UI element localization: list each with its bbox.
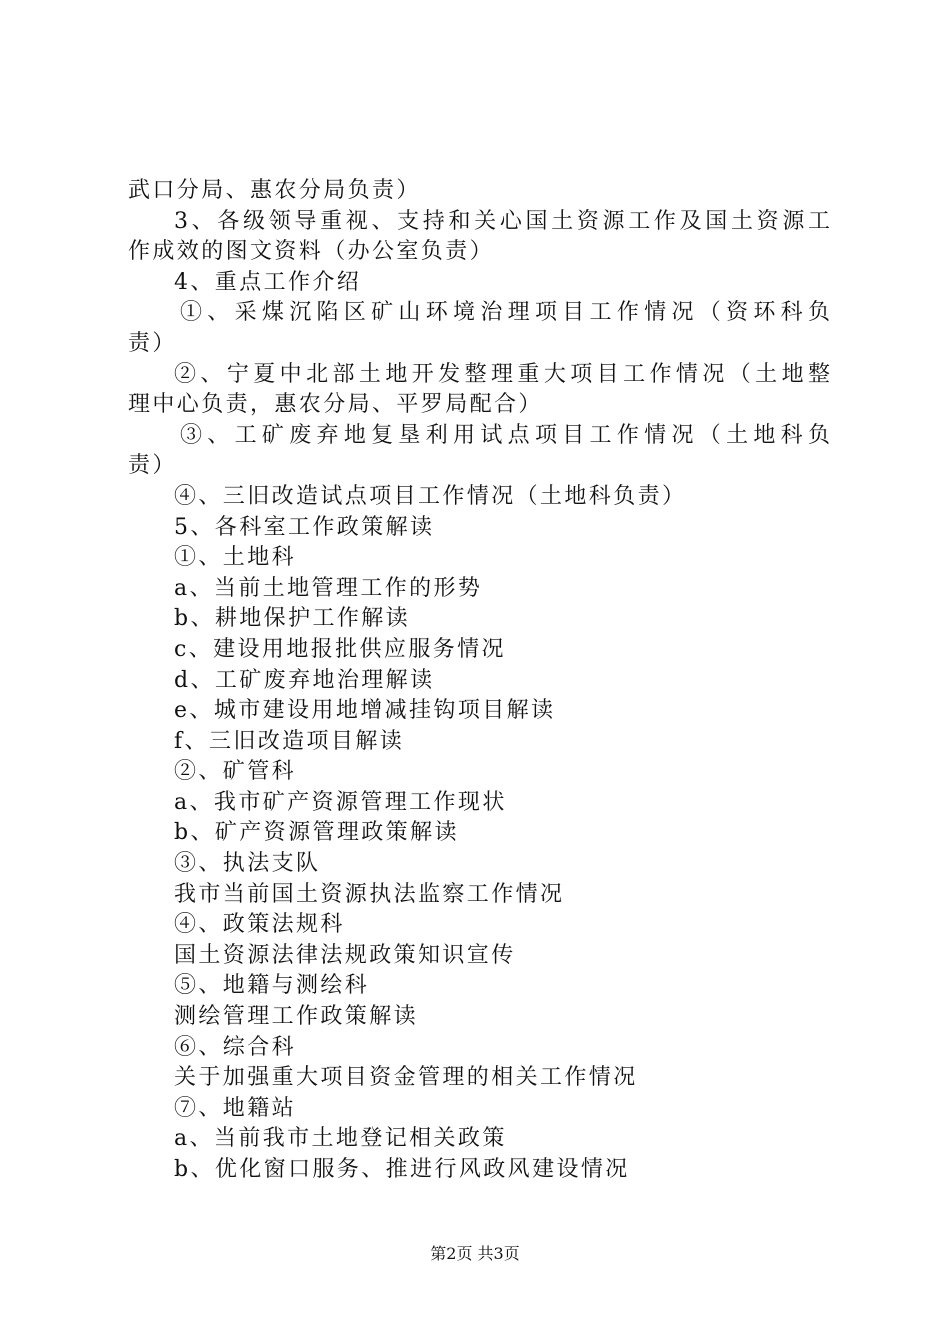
text-line: ⑤、地籍与测绘科	[174, 973, 370, 999]
text-line: 4、重点工作介绍	[174, 269, 362, 295]
text-line: 武口分局、惠农分局负责）	[128, 178, 421, 203]
page-footer: 第2页 共3页	[430, 1244, 520, 1263]
text-line: 关于加强重大项目资金管理的相关工作情况	[174, 1065, 638, 1091]
text-line: 我市当前国土资源执法监察工作情况	[174, 881, 565, 907]
text-line: a、当前土地管理工作的形势	[174, 575, 483, 601]
text-line: ③、执法支队	[174, 851, 321, 877]
text-line: b、矿产资源管理政策解读	[174, 820, 459, 846]
text-line: ②、宁夏中北部土地开发整理重大项目工作情况（土地整	[174, 361, 830, 387]
text-line: b、耕地保护工作解读	[174, 606, 411, 632]
text-line: a、我市矿产资源管理工作现状	[174, 789, 507, 815]
text-line: 国土资源法律法规政策知识宣传	[174, 942, 516, 968]
text-line: ⑥、综合科	[174, 1034, 297, 1060]
text-line: 责）	[128, 453, 177, 479]
text-line: f、三旧改造项目解读	[174, 728, 405, 754]
document-body	[128, 176, 830, 1186]
text-line: 责）	[128, 330, 177, 356]
text-line: 理中心负责，惠农分局、平罗局配合）	[128, 392, 543, 418]
text-line: ①、土地科	[174, 545, 297, 571]
text-line: 测绘管理工作政策解读	[174, 1004, 419, 1030]
text-line: e、城市建设用地增减挂钩项目解读	[174, 698, 556, 724]
text-line: ③、工矿废弃地复垦利用试点项目工作情况（土地科负	[180, 422, 830, 448]
text-line: ①、采煤沉陷区矿山环境治理项目工作情况（资环科负	[180, 300, 830, 326]
text-line: 5、各科室工作政策解读	[174, 514, 435, 540]
text-line: b、优化窗口服务、推进行风政风建设情况	[174, 1157, 630, 1182]
text-line: ④、政策法规科	[174, 912, 345, 938]
text-line: 3、各级领导重视、支持和关心国土资源工作及国土资源工	[174, 208, 830, 234]
text-line: ②、矿管科	[174, 759, 297, 785]
text-line: ⑦、地籍站	[174, 1095, 297, 1121]
text-line: 作成效的图文资料（办公室负责）	[128, 239, 495, 265]
text-line: a、当前我市土地登记相关政策	[174, 1126, 507, 1152]
text-line: c、建设用地报批供应服务情况	[174, 636, 506, 662]
text-line: ④、三旧改造试点项目工作情况（土地科负责）	[174, 483, 687, 509]
text-line: d、工矿废弃地治理解读	[174, 667, 435, 693]
